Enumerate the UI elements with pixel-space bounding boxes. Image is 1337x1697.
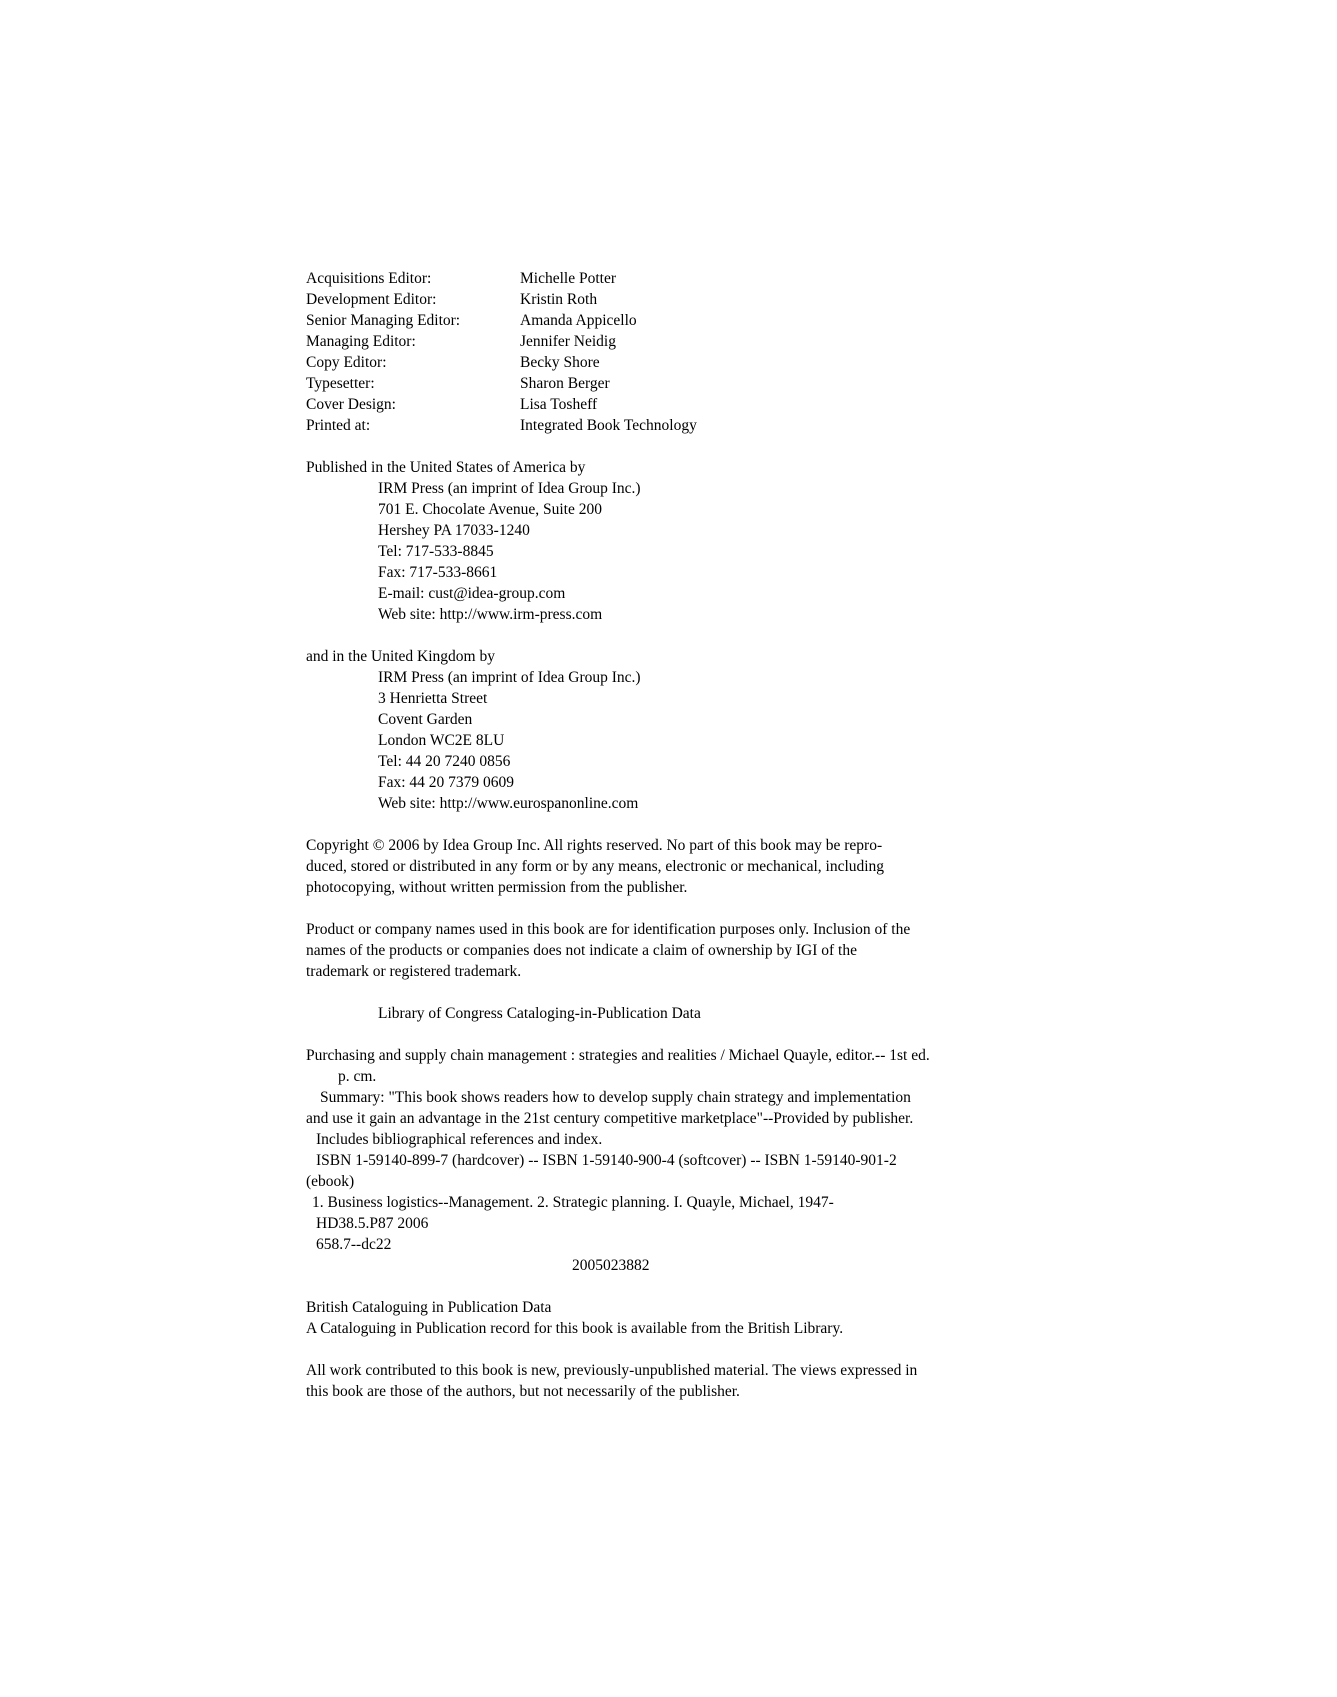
credit-role: Typesetter: [306, 375, 375, 392]
us-publisher-line: IRM Press (an imprint of Idea Group Inc.) [378, 480, 641, 497]
credits-list [306, 268, 1026, 436]
credit-row [306, 268, 1026, 289]
british-cataloguing-line: A Cataloguing in Publication record for this book is available from the British Library. [306, 1320, 844, 1337]
uk-publisher-line: London WC2E 8LU [378, 732, 505, 749]
credit-row [306, 352, 1026, 373]
credit-row [306, 415, 1026, 436]
credit-name: Amanda Appicello [520, 312, 637, 329]
loc-isbn-line: ISBN 1-59140-899-7 (hardcover) -- ISBN 1-59140-900-4 (softcover) -- ISBN 1-59140-901-2 [316, 1152, 897, 1169]
credit-role: Managing Editor: [306, 333, 416, 350]
trademark-line: trademark or registered trademark. [306, 963, 522, 980]
british-cataloguing [306, 1297, 1026, 1339]
trademark-line: Product or company names used in this book are for identification purposes only. Inclusion of the [306, 921, 911, 938]
uk-publisher-website: Web site: http://www.eurospanonline.com [378, 795, 639, 812]
credit-row [306, 373, 1026, 394]
uk-publisher-line: IRM Press (an imprint of Idea Group Inc.) [378, 669, 641, 686]
us-publisher-block [306, 457, 1026, 625]
us-publisher-line: Fax: 717-533-8661 [378, 564, 498, 581]
uk-publisher-block [306, 646, 1026, 814]
notice-line: this book are those of the authors, but not necessarily of the publisher. [306, 1383, 740, 1400]
credit-row [306, 289, 1026, 310]
loc-dewey: 658.7--dc22 [316, 1236, 392, 1253]
us-publisher-line: Tel: 717-533-8845 [378, 543, 494, 560]
credit-name: Michelle Potter [520, 270, 616, 287]
credit-row [306, 331, 1026, 352]
uk-publisher-line: Fax: 44 20 7379 0609 [378, 774, 515, 791]
loc-subjects-line: 1. Business logistics--Management. 2. Strategic planning. I. Quayle, Michael, 1947- [312, 1194, 834, 1211]
credit-role: Copy Editor: [306, 354, 387, 371]
uk-publisher-heading: and in the United Kingdom by [306, 648, 495, 665]
trademark-notice [306, 919, 1026, 982]
uk-publisher-line: Covent Garden [378, 711, 473, 728]
credit-name: Integrated Book Technology [520, 417, 697, 434]
credit-name: Jennifer Neidig [520, 333, 616, 350]
uk-publisher-line: Tel: 44 20 7240 0856 [378, 753, 511, 770]
credit-role: Printed at: [306, 417, 371, 434]
notice-line: All work contributed to this book is new, previously-unpublished material. The views expressed in [306, 1362, 918, 1379]
loc-pages-line: p. cm. [338, 1068, 377, 1085]
loc-cataloging-record [306, 1045, 1026, 1276]
copyright-line: duced, stored or distributed in any form or by any means, electronic or mechanical, including [306, 858, 885, 875]
us-publisher-heading: Published in the United States of America by [306, 459, 586, 476]
credit-name: Lisa Tosheff [520, 396, 598, 413]
us-publisher-email: E-mail: cust@idea-group.com [378, 585, 566, 602]
credit-name: Becky Shore [520, 354, 600, 371]
trademark-line: names of the products or companies does not indicate a claim of ownership by IGI of the [306, 942, 857, 959]
us-publisher-line: Hershey PA 17033-1240 [378, 522, 530, 539]
credit-row [306, 310, 1026, 331]
us-publisher-line: 701 E. Chocolate Avenue, Suite 200 [378, 501, 602, 518]
loc-summary-line: Summary: "This book shows readers how to develop supply chain strategy and implementation [320, 1089, 911, 1106]
british-cataloguing-line: British Cataloguing in Publication Data [306, 1299, 552, 1316]
loc-title-line: Purchasing and supply chain management : strategies and realities / Michael Quayle, editor.-- 1st ed. [306, 1047, 930, 1064]
loc-lccn: 2005023882 [572, 1257, 650, 1274]
originality-notice [306, 1360, 1026, 1402]
copyright-page [306, 268, 1026, 1402]
loc-heading: Library of Congress Cataloging-in-Publication Data [378, 1005, 701, 1022]
uk-publisher-line: 3 Henrietta Street [378, 690, 488, 707]
credit-role: Acquisitions Editor: [306, 270, 432, 287]
copyright-line: photocopying, without written permission from the publisher. [306, 879, 688, 896]
credit-role: Development Editor: [306, 291, 437, 308]
loc-summary-line: and use it gain an advantage in the 21st century competitive marketplace"--Provided by publisher. [306, 1110, 914, 1127]
copyright-line: Copyright © 2006 by Idea Group Inc. All rights reserved. No part of this book may be repro- [306, 837, 883, 854]
copyright-notice [306, 835, 1026, 898]
credit-name: Sharon Berger [520, 375, 610, 392]
credit-name: Kristin Roth [520, 291, 598, 308]
loc-call-number: HD38.5.P87 2006 [316, 1215, 429, 1232]
credit-row [306, 394, 1026, 415]
loc-includes-line: Includes bibliographical references and index. [316, 1131, 603, 1148]
credit-role: Cover Design: [306, 396, 396, 413]
credit-role: Senior Managing Editor: [306, 312, 461, 329]
loc-isbn-line: (ebook) [306, 1173, 355, 1190]
us-publisher-website: Web site: http://www.irm-press.com [378, 606, 603, 623]
